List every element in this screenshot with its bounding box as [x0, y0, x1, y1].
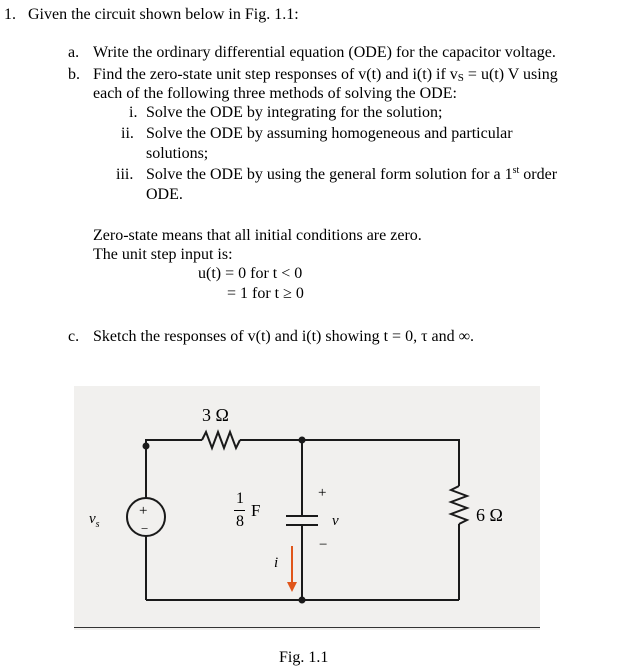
- source-minus: −: [141, 521, 149, 536]
- current-arrow-head: [287, 582, 297, 592]
- unit-step-note: The unit step input is:: [93, 246, 233, 263]
- current-label: i: [274, 555, 279, 571]
- wire-top-right: [240, 440, 459, 486]
- cap-plus: +: [318, 485, 327, 501]
- zero-state-note: Zero-state means that all initial conditions are zero.: [93, 227, 422, 244]
- part-b-label: b.: [68, 66, 80, 83]
- circuit-diagram: [74, 386, 540, 630]
- figure-caption: Fig. 1.1: [279, 649, 329, 666]
- source-label: $v_s$: [89, 511, 100, 530]
- resistor-3-ohm-label: 3 Ω: [202, 405, 229, 425]
- method-i-label: i.: [129, 104, 138, 121]
- question-number: 1.: [4, 6, 16, 23]
- part-b-line2: each of the following three methods of solving the ODE:: [93, 85, 457, 102]
- method-iii-line2: ODE.: [146, 186, 183, 203]
- node-bottom-cap: [299, 597, 306, 604]
- resistor-3-ohm: [202, 432, 240, 448]
- part-c-text: Sketch the responses of v(t) and i(t) showing t = 0, τ and ∞.: [93, 328, 475, 345]
- part-b-line1: Find the zero-state unit step responses of v(t) and i(t) if vS = u(t) V using: [93, 66, 558, 84]
- unit-step-line2: = 1 for t ≥ 0: [227, 285, 304, 302]
- wire-top-left: [146, 440, 202, 446]
- method-iii-line1: Solve the ODE by using the general form solution for a 1st order: [146, 165, 558, 183]
- cap-unit: F: [251, 501, 261, 520]
- cap-value-numerator: 1: [236, 490, 244, 507]
- unit-step-line1: u(t) = 0 for t < 0: [198, 265, 303, 282]
- cap-minus: −: [319, 537, 328, 553]
- part-a-label: a.: [68, 44, 80, 61]
- method-ii-line2: solutions;: [146, 145, 209, 162]
- part-a-text: Write the ordinary differential equation (ODE) for the capacitor voltage.: [93, 44, 556, 61]
- source-plus: +: [139, 503, 148, 519]
- method-ii-label: ii.: [121, 125, 134, 142]
- part-c-label: c.: [68, 328, 80, 345]
- node-top-left: [143, 443, 150, 450]
- cap-value-denominator: 8: [236, 513, 244, 530]
- resistor-6-ohm: [451, 486, 467, 524]
- question-text: Given the circuit shown below in Fig. 1.1:: [28, 6, 299, 23]
- cap-fraction-bar: [234, 510, 245, 511]
- voltage-label: v: [332, 513, 339, 529]
- figure-rule: [74, 627, 540, 628]
- method-iii-label: iii.: [116, 166, 134, 183]
- method-i-text: Solve the ODE by integrating for the solution;: [146, 104, 443, 121]
- method-ii-line1: Solve the ODE by assuming homogeneous and particular: [146, 125, 513, 142]
- resistor-6-ohm-label: 6 Ω: [476, 505, 503, 525]
- node-top-cap: [299, 437, 306, 444]
